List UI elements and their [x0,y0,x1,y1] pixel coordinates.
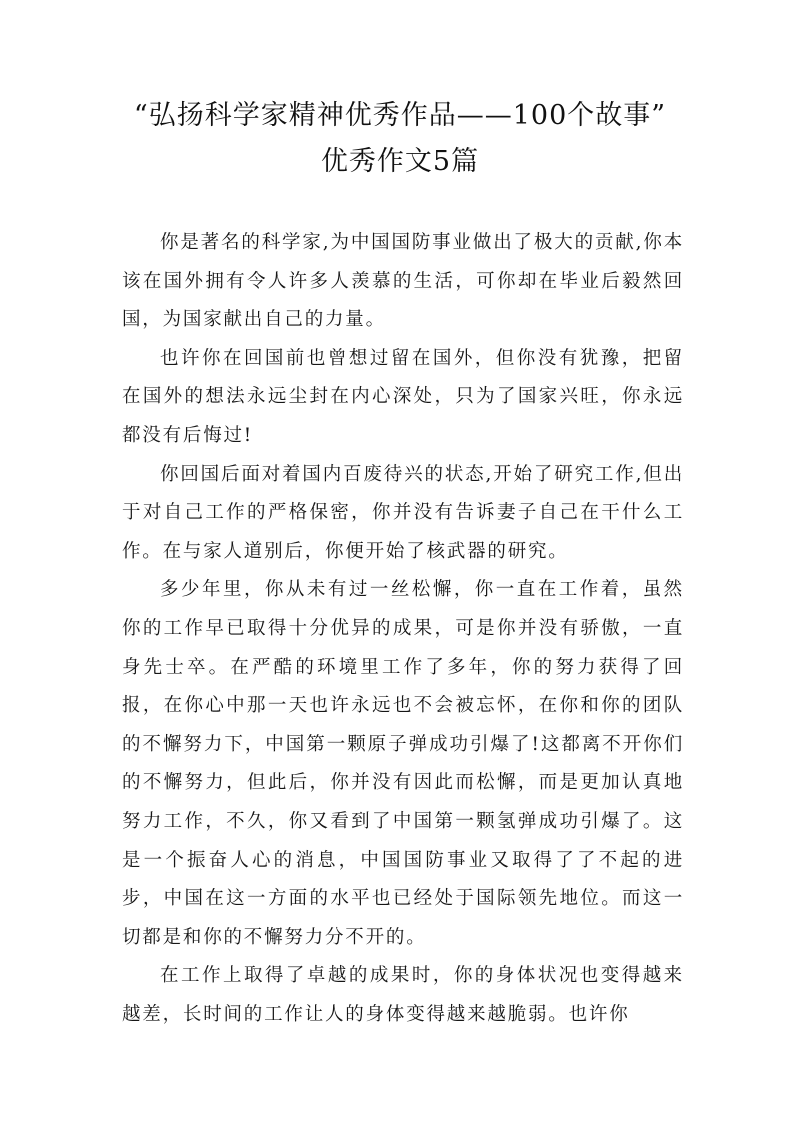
document-body [122,224,684,1034]
title-line-1: “弘扬科学家精神优秀作品——100个故事” [133,100,667,131]
paragraph: 你回国后面对着国内百废待兴的状态,开始了研究工作,但出于对自己工作的严格保密，你并没有告诉妻子自己在干什么工作。在与家人道别后，你便开始了核武器的研究。 [122,463,684,562]
document-title [60,93,740,185]
paragraph: 你是著名的科学家,为中国国防事业做出了极大的贡献,你本该在国外拥有令人许多人羡慕的生活，可你却在毕业后毅然回国，为国家献出自己的力量。 [122,232,684,331]
paragraph: 在工作上取得了卓越的成果时，你的身体状况也变得越来越差，长时间的工作让人的身体变得越来越脆弱。也许你 [122,965,684,1025]
title-line-2: 优秀作文5篇 [320,146,480,177]
paragraph: 也许你在回国前也曾想过留在国外，但你没有犹豫，把留在国外的想法永远尘封在内心深处，只为了国家兴旺，你永远都没有后悔过! [122,347,684,446]
paragraph: 多少年里，你从未有过一丝松懈，你一直在工作着，虽然你的工作早已取得十分优异的成果，可是你并没有骄傲，一直身先士卒。在严酷的环境里工作了多年，你的努力获得了回报，在你心中那一天也许永远也不会被忘怀，在你和你的团队的不懈努力下，中国第一颗原子弹成功引爆了!这都离不开你们的不懈努力，但此后，你并没有因此而松懈，而是更加认真地努力工作，不久，你又看到了中国第一颗氢弹成功引爆了。这是一个振奋人心的消息，中国国防事业又取得了了不起的进步，中国在这一方面的水平也已经处于国际领先地位。而这一切都是和你的不懈努力分不开的。 [122,579,684,948]
